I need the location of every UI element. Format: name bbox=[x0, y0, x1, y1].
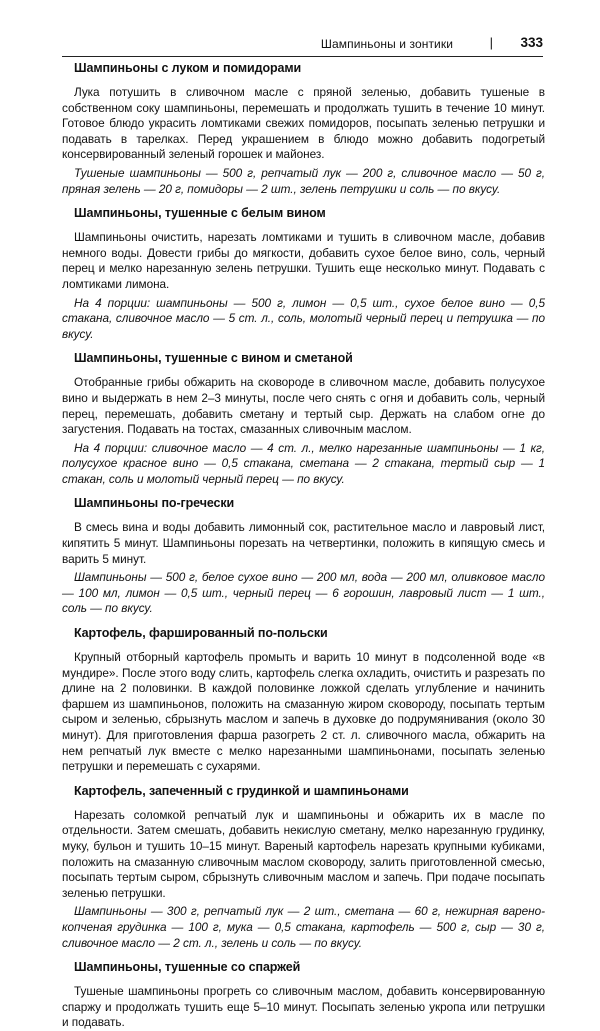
recipe-ingredients: Тушеные шампиньоны — 500 г, репчатый лук — 200 г, сливочное масло — 50 г, пряная зелень — 20 г, помидоры — 2 шт., зелень петрушки и соль — по вкусу. bbox=[62, 165, 545, 196]
header-separator: | bbox=[489, 35, 493, 50]
recipe bbox=[62, 959, 545, 1031]
recipe-text: Крупный отборный картофель промыть и варить 10 минут в подсоленной воде «в мундире». После этого воду слить, картофель слегка охладить, очистить и разрезать по длине на 2 половинки. В каждой половинке ложкой сделать углубление и начинить фаршем из шампиньонов, положить на смазанную жиром сковороду, посыпать тертым сыром и зеленью, сбрызнуть маслом и запечь в духовке до подрумянивания (около 30 минут). Для приготовления фарша разогреть 2 ст. л. сливочного масла, обжарить на нем репчатый лук вместе с мелко нарезанными шампиньонами, посыпать зеленью петрушки и перемешать с сухарями. bbox=[62, 650, 545, 774]
page-content bbox=[62, 60, 545, 1031]
recipe-text: Лука потушить в сливочном масле с пряной зеленью, добавить тушеные в собственном соку шампиньоны, перемешать и продолжать тушить в течение 10 минут. Готовое блюдо украсить ломтиками свежих помидоров, посыпать зеленью петрушки и подавать в тарелках. Перед украшением в блюдо можно добавить подогретый консервированный зеленый горошек и майонез. bbox=[62, 85, 545, 162]
recipe-title: Шампиньоны с луком и помидорами bbox=[74, 61, 302, 75]
recipe-ingredients: На 4 порции: сливочное масло — 4 ст. л., мелко нарезанные шампиньоны — 1 кг, полусухое красное вино — 0,5 стакана, сметана — 2 стакана, тертый сыр — 1 стакан, соль и молотый черный перец — по вкусу. bbox=[62, 440, 545, 486]
recipe-title: Картофель, запеченный с грудинкой и шампиньонами bbox=[74, 783, 409, 798]
recipe-text: В смесь вина и воды добавить лимонный сок, растительное масло и лавровый лист, кипятить 5 минут. Шампиньоны порезать на четвертинки, положить в кипящую смесь и варить 5 минут. bbox=[62, 520, 545, 566]
chapter-title: Шампиньоны и зонтики bbox=[320, 37, 453, 51]
recipe-title: Шампиньоны, тушенные со спаржей bbox=[74, 960, 301, 975]
recipe-text: Тушеные шампиньоны прогреть со сливочным маслом, добавить консервированную спаржу и продолжать тушить еще 5–10 минут. Посыпать зеленью укропа или петрушки и подавать. bbox=[62, 984, 545, 1030]
recipe-ingredients: На 4 порции: шампиньоны — 500 г, лимон — 0,5 шт., сухое белое вино — 0,5 стакана, сливочное масло — 5 ст. л., соль, молотый черный перец и петрушка — по вкусу. bbox=[62, 295, 545, 341]
running-header bbox=[62, 34, 543, 57]
recipe-text: Нарезать соломкой репчатый лук и шампиньоны и обжарить их в масле по отдельности. Затем смешать, добавить некислую сметану, мелко нарезанную грудинку, муку, бульон и тушить 10–15 минут. Вареный картофель нарезать крупными кубиками, положить на смазанную сливочным маслом сковороду, залить приготовленной смесью, посыпать тертым сыром, сбрызнуть сливочным маслом и запечь. При подаче посыпать зеленью петрушки. bbox=[62, 807, 545, 900]
recipe-text: Отобранные грибы обжарить на сковороде в сливочном масле, добавить полусухое вино и выдержать в нем 2–3 минуты, после чего снять с огня и добавить соль, черный перец, перемешать, добавить сметану и тертый сыр. Держать на слабом огне до загустения. Подавать на тостах, смазанных сливочным маслом. bbox=[62, 375, 545, 437]
recipe-text: Шампиньоны очистить, нарезать ломтиками и тушить в сливочном масле, добавив немного воды. Довести грибы до мягкости, добавить сухое белое вино, соль, черный перец и мелко нарезанную зелень петрушки. Тушить еще несколько минут. Подавать с ломтиками лимона. bbox=[62, 230, 545, 291]
recipe-title: Шампиньоны, тушенные с вином и сметаной bbox=[74, 351, 353, 366]
recipe bbox=[62, 495, 545, 617]
recipe bbox=[62, 350, 545, 487]
recipe-ingredients: Шампиньоны — 300 г, репчатый лук — 2 шт., сметана — 60 г, нежирная варено-копченая грудинка — 100 г, мука — 0,5 стакана, картофель — 500 г, сыр — 30 г, сливочное масло — 2 ст. л., зелень и соль — по вкусу. bbox=[62, 904, 545, 950]
recipe bbox=[62, 205, 545, 342]
recipe-title: Шампиньоны по-гречески bbox=[74, 496, 235, 511]
recipe bbox=[62, 60, 545, 197]
recipe-title: Шампиньоны, тушенные с белым вином bbox=[74, 206, 326, 221]
recipe bbox=[62, 783, 545, 951]
recipe bbox=[62, 625, 545, 775]
page-number: 333 bbox=[520, 35, 543, 50]
recipe-title: Картофель, фаршированный по-польски bbox=[74, 626, 328, 641]
recipe-ingredients: Шампиньоны — 500 г, белое сухое вино — 200 мл, вода — 200 мл, оливковое масло — 100 мл, лимон — 0,5 шт., черный перец — 6 горошин, лавровый лист — 1 шт., соль — по вкусу. bbox=[62, 570, 545, 616]
